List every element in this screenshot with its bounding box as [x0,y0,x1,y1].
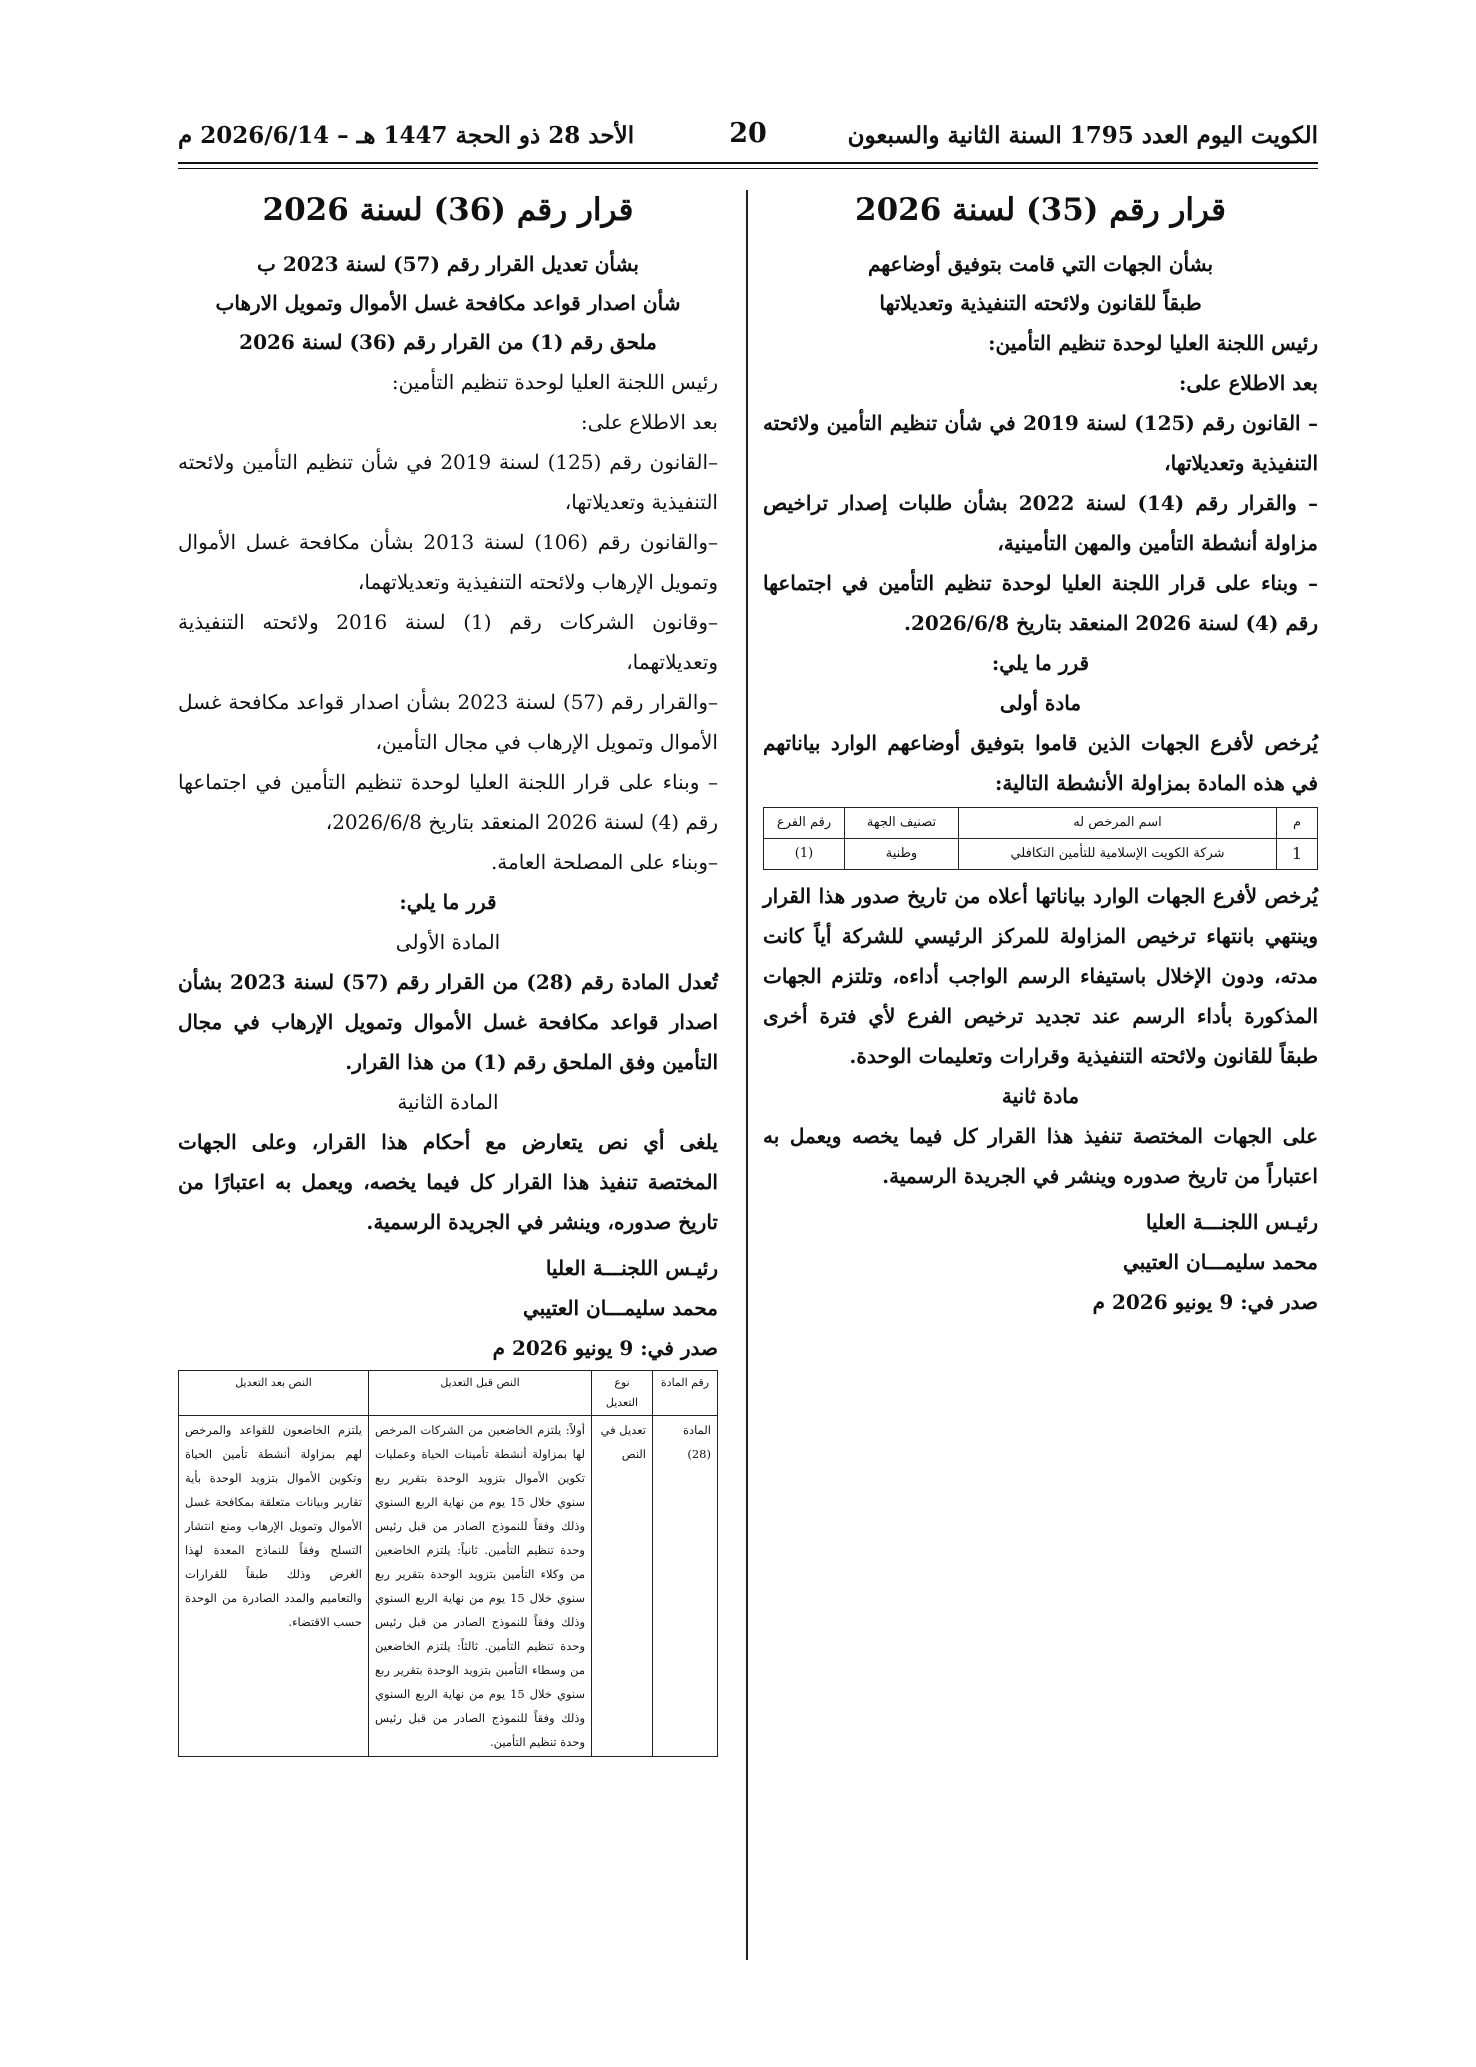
article-number-cell: المادة (28) [653,1416,718,1757]
table-row [179,1416,718,1757]
decision-36-decided: قرر ما يلي: [399,890,497,914]
issue-date: الأحد 28 ذو الحجة 1447 هـ – 2026/6/14 م [178,122,635,149]
decision-35-signature-title: رئيـس اللجنـــة العليا [1145,1210,1318,1234]
decision-36-item-1: –القانون رقم (125) لسنة 2019 في شأن تنظيم التأمين ولائحته التنفيذية وتعديلاتها، [178,450,718,514]
amendment-table [178,1370,718,1757]
page-header [178,118,1318,160]
decision-36-item-6: –وبناء على المصلحة العامة. [490,850,718,874]
table-cell: 1 [1277,839,1318,870]
licensee-table [763,807,1318,870]
decision-35-subtitle-1: بشأن الجهات التي قامت بتوفيق أوضاعهم [867,252,1214,276]
decision-36-item-5: – وبناء على قرار اللجنة العليا لوحدة تنظيم التأمين في اجتماعها رقم (4) لسنة 2026 المنعقد بتاريخ 2026/6/8، [178,770,718,834]
header-cell: النص بعد التعديل [179,1371,369,1416]
decision-36-subtitle-1: بشأن تعديل القرار رقم (57) لسنة 2023 ب [257,252,639,276]
decision-36-article-2-text: يلغى أي نص يتعارض مع أحكام هذا القرار، وعلى الجهات المختصة تنفيذ هذا القرار كل فيما يخصه، ويعمل به اعتبارًا من تاريخ صدوره، وينشر في الجريدة الرسمية. [178,1130,718,1234]
header-cell: م [1277,808,1318,839]
table-cell: (1) [764,839,845,870]
table-row [764,839,1318,870]
decision-35-title: قرار رقم (35) لسنة 2026 [855,192,1226,228]
decision-36-after-review: بعد الاطلاع على: [580,410,718,434]
decision-36-item-2: –والقانون رقم (106) لسنة 2013 بشأن مكافحة غسل الأموال وتمويل الإرهاب ولائحته التنفيذية وتعديلاتهما، [178,530,718,594]
decision-35-article-1-text: يُرخص لأفرع الجهات الذين قاموا بتوفيق أوضاعهم الوارد بياناتهم في هذه المادة بمزاولة الأنشطة التالية: [763,731,1318,795]
decision-35-article-1-title: مادة أولى [999,691,1082,715]
decision-36 [178,175,718,1757]
header-cell: تصنيف الجهة [845,808,959,839]
decision-35-item-1: – القانون رقم (125) لسنة 2019 في شأن تنظيم التأمين ولائحته التنفيذية وتعديلاتها، [763,411,1318,475]
column-divider [746,190,748,1960]
table-cell: وطنية [845,839,959,870]
decision-35-decided: قرر ما يلي: [991,651,1090,675]
decision-35-article-2-text: على الجهات المختصة تنفيذ هذا القرار كل فيما يخصه ويعمل به اعتباراً من تاريخ صدوره وينشر في الجريدة الرسمية. [763,1124,1318,1188]
decision-36-chair: رئيس اللجنة العليا لوحدة تنظيم التأمين: [391,370,718,394]
decision-36-item-4: –والقرار رقم (57) لسنة 2023 بشأن اصدار قواعد مكافحة غسل الأموال وتمويل الإرهاب في مجال التأمين، [178,690,718,754]
decision-36-item-3: –وقانون الشركات رقم (1) لسنة 2016 ولائحته التنفيذية وتعديلاتهما، [178,610,718,674]
decision-35-after-review: بعد الاطلاع على: [1179,371,1318,395]
text-before-cell [369,1416,592,1757]
decision-36-signature-title: رئيـس اللجنـــة العليا [545,1256,718,1280]
decision-35-signature-name: محمد سليمـــان العتيبي [1122,1250,1318,1274]
licensee-table-header [764,808,1318,839]
page-number: 20 [729,118,767,149]
header-cell: رقم المادة [653,1371,718,1416]
decision-36-issued-date: صدر في: 9 يونيو 2026 م [492,1336,718,1360]
header-cell: رقم الفرع [764,808,845,839]
decision-35-subtitle-2: طبقاً للقانون ولائحته التنفيذية وتعديلاتها [879,291,1202,315]
decision-35-article-2-title: مادة ثانية [1001,1084,1080,1108]
amendment-table-header [179,1371,718,1416]
decision-36-subtitle-2: شأن اصدار قواعد مكافحة غسل الأموال وتمويل الارهاب [215,291,681,315]
decision-35-item-3: – وبناء على قرار اللجنة العليا لوحدة تنظيم التأمين في اجتماعها رقم (4) لسنة 2026 المنعقد بتاريخ 2026/6/8. [763,571,1318,635]
text-before: أولاً: يلتزم الخاضعين من الشركات المرخص لها بمزاولة أنشطة تأمينات الحياة وعمليات تكوين الأموال بتزويد الوحدة بتقرير ربع سنوي خلال 15 يوم من نهاية الربع السنوي وذلك وفقاً للنموذج الصادر من قبل رئيس وحدة تنظيم التأمين. ثانياً: يلتزم الخاضعين من وكلاء التأمين بتزويد الوحدة بتقرير ربع سنوي خلال 15 يوم من نهاية الربع السنوي وذلك وفقاً للنموذج الصادر من قبل رئيس وحدة تنظيم التأمين. ثالثاً: يلتزم الخاضعين من وسطاء التأمين بتزويد الوحدة بتقرير ربع سنوي خلال 15 يوم من نهاية الربع السنوي وذلك وفقاً للنموذج الصادر من قبل رئيس وحدة تنظيم التأمين. [375,1423,586,1749]
decision-35-issued-date: صدر في: 9 يونيو 2026 م [1092,1290,1318,1314]
text-after: يلتزم الخاضعون للقواعد والمرخص لهم بمزاولة أنشطة تأمين الحياة وتكوين الأموال بتزويد الوحدة بأية تقارير وبيانات متعلقة بمكافحة غسل الأموال وتمويل الإرهاب ومنع انتشار التسلح وفقاً للنماذج المعدة لهذا الغرض وذلك طبقاً للقرارات والتعاميم والمدد الصادرة من الوحدة حسب الاقتضاء. [185,1423,362,1629]
decision-36-article-1-text: تُعدل المادة رقم (28) من القرار رقم (57) لسنة 2023 بشأن اصدار قواعد مكافحة غسل الأموال وتمويل الإرهاب في مجال التأمين وفق الملحق رقم (1) من هذا القرار. [178,970,718,1074]
text-after-cell [179,1416,369,1757]
header-cell: النص قبل التعديل [369,1371,592,1416]
gazette-issue-info: الكويت اليوم العدد 1795 السنة الثانية والسبعون [847,122,1318,149]
decision-35 [763,175,1318,1322]
table-cell: شركة الكويت الإسلامية للتأمين التكافلي [959,839,1277,870]
header-rule [178,162,1318,169]
decision-35-item-2: – والقرار رقم (14) لسنة 2022 بشأن طلبات إصدار تراخيص مزاولة أنشطة التأمين والمهن التأمينية، [763,491,1318,555]
decision-35-chair: رئيس اللجنة العليا لوحدة تنظيم التأمين: [988,331,1318,355]
amendment-type-cell: تعديل في النص [592,1416,653,1757]
header-cell: اسم المرخص له [959,808,1277,839]
decision-36-signature-name: محمد سليمـــان العتيبي [522,1296,718,1320]
decision-36-article-1-title: المادة الأولى [395,930,501,954]
decision-35-article-1-text-2: يُرخص لأفرع الجهات الوارد بياناتها أعلاه من تاريخ صدور هذا القرار وينتهي بانتهاء ترخيص المزاولة للمركز الرئيسي للشركة أياً كانت مدته، ودون الإخلال باستيفاء الرسم الواجب أداءه، وتلتزم الجهات المذكورة بأداء الرسم عند تجديد ترخيص الفرع لأي فترة أخرى طبقاً للقانون ولائحته التنفيذية وقرارات وتعليمات الوحدة. [763,884,1318,1068]
decision-36-title: قرار رقم (36) لسنة 2026 [262,192,634,228]
header-cell: نوع التعديل [592,1371,653,1416]
decision-36-article-2-title: المادة الثانية [397,1090,499,1114]
decision-36-subtitle-3: ملحق رقم (1) من القرار رقم (36) لسنة 2026 [239,330,657,354]
